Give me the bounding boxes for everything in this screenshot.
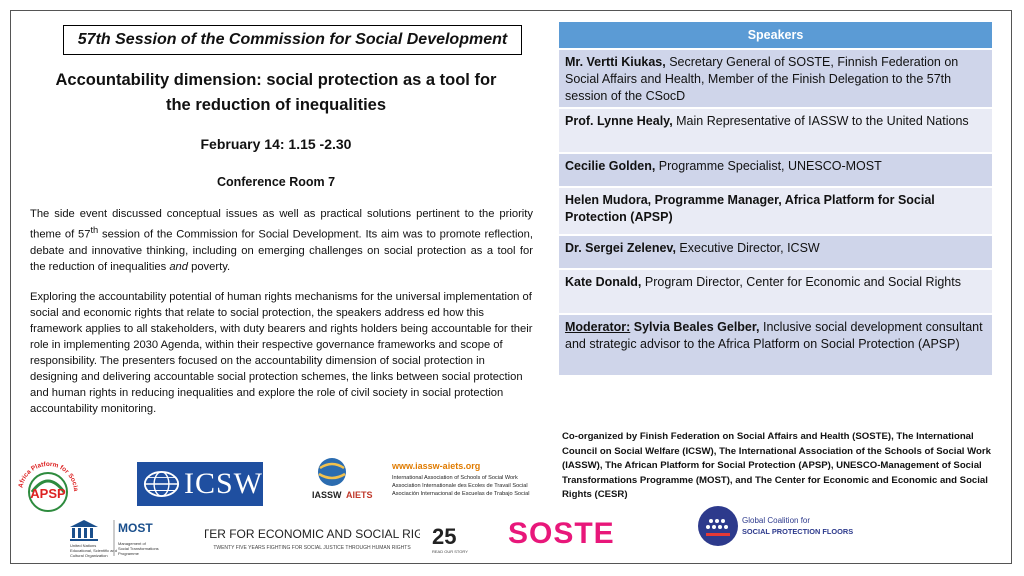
iassw-logo <box>310 456 550 502</box>
p1-text-a: The side event discussed conceptual issues as well as practical solutions pertinent to the priority theme of 57 <box>30 208 533 241</box>
description-paragraph-2: Exploring the accountability potential of human rights mechanisms for the universal implementation of social and economic rights that relate to social protection, the speakers address ed how this framework applies to all stakeholders, with duty bearers and rights holders being accountable for their role in implementing 2030 Agenda, within their respective governance frameworks and scope of responsibility. The presenters focused on the accountability dimension of social protection in designing and delivering accountable social protection schemes, the links between social protection and human rights in reducing inequalities and explore the role of civil society in social protection accountability monitoring. <box>30 291 533 415</box>
unesco-most-logo <box>70 518 180 558</box>
speaker-name: Dr. Sergei Zelenev, <box>565 241 676 255</box>
event-room: Conference Room 7 <box>216 175 336 189</box>
p1-emphasis: and <box>169 260 188 273</box>
speaker-name: Kate Donald, <box>565 275 642 289</box>
iassw-line1: International Association of Schools of Social Work <box>392 475 518 481</box>
icsw-logo <box>137 462 263 506</box>
event-title-line2: the reduction of inequalities <box>165 96 387 114</box>
moderator-label: Moderator: <box>565 320 631 334</box>
speaker-row <box>559 268 992 313</box>
session-title: 57th Session of the Commission for Social Development <box>77 31 508 48</box>
soste-logo-text: SOSTE <box>508 517 615 550</box>
speaker-name: Prof. Lynne Healy, <box>565 114 673 128</box>
p1-text-c: poverty. <box>188 260 231 273</box>
speaker-name: Mr. Vertti Kiukas, <box>565 55 666 69</box>
iassw-url: www.iassw-aiets.org <box>392 461 481 471</box>
speaker-role: Programme Specialist, UNESCO-MOST <box>655 159 882 173</box>
p1-superscript: th <box>90 225 99 235</box>
speaker-role: Main Representative of IASSW to the United Nations <box>672 114 969 128</box>
unesco-line1: United Nations <box>70 543 97 548</box>
iassw-line2: Association Internationale des Ecoles de Travail Social <box>392 483 528 489</box>
globe-icon <box>143 468 180 500</box>
event-date: February 14: 1.15 -2.30 <box>200 136 352 152</box>
speaker-role: Executive Director, ICSW <box>675 241 820 255</box>
gcspf-line1: Global Coalition for <box>742 516 811 525</box>
aiets-text: AIETS <box>346 490 373 500</box>
iassw-line3: Asociación Internacional de Escuelas de Trabajo Social <box>392 491 530 497</box>
speaker-row <box>559 48 992 107</box>
moderator-name: Sylvia Beales Gelber, <box>630 320 760 334</box>
most-line2: Social Transformations <box>118 546 159 551</box>
unesco-line3: Cultural Organization <box>70 553 108 558</box>
moderator-role: Inclusive social development consultant and strategic advisor to the Africa Platform on Social Protection (APSP) <box>565 320 983 351</box>
speaker-name: Helen Mudora, Programme Manager, Africa Platform for Social Protection (APSP) <box>565 193 935 224</box>
speaker-row <box>559 152 992 186</box>
most-line1: Management of <box>118 541 146 546</box>
cesr-logo <box>205 524 420 554</box>
event-title-line1: Accountability dimension: social protection as a tool for <box>55 71 497 89</box>
cesr-25-badge <box>428 520 474 556</box>
speaker-role: Secretary General of SOSTE, Finnish Federation on Social Affairs and Health, Member of the Finish Delegation to the 57th session of the CSocD <box>565 55 959 103</box>
speakers-heading: Speakers <box>559 22 992 48</box>
most-text: MOST <box>118 521 153 535</box>
apsp-ring-text: Africa Platform for Socia <box>17 460 80 492</box>
most-line3: Programme <box>118 551 139 556</box>
gcspf-logo <box>694 503 856 549</box>
unesco-line2: Educational, Scientific and <box>70 548 117 553</box>
speaker-row <box>559 186 992 234</box>
cesr-25-number: 25 <box>432 524 457 549</box>
icsw-logo-text: ICSW <box>184 467 263 500</box>
moderator-row <box>559 313 992 375</box>
soste-logo <box>508 517 620 557</box>
description-paragraph-1 <box>30 206 533 275</box>
speaker-role: Program Director, Center for Economic and Social Rights <box>641 275 961 289</box>
p1-text-b: session of the Commission for Social Development. Its aim was to promote reflection, debate and innovative thinking, including on emerging challenges on social protection as a tool for the reduction of inequalities <box>30 228 533 273</box>
cesr-tagline: TWENTY FIVE YEARS FIGHTING FOR SOCIAL JUSTICE THROUGH HUMAN RIGHTS <box>213 545 411 551</box>
iassw-name-text: IASSW <box>312 490 342 500</box>
speaker-name: Cecilie Golden, <box>565 159 656 173</box>
co-organizers-text: Co-organized by Finish Federation on Social Affairs and Health (SOSTE), The International Council on Social Welfare (ICSW), The International Association of the Schools of Social Work (IASSW), The African Platform for Social Protection (APSP), UNESCO-Management of Social Transformations Programme (MOST), and The Center for Economic and Economic and Social Rights (CESR) <box>562 431 991 500</box>
speaker-row <box>559 234 992 268</box>
cesr-25-sub: READ OUR STORY <box>432 549 468 554</box>
session-title-box <box>63 25 522 55</box>
speaker-row <box>559 107 992 152</box>
apsp-logo-text: APSP <box>30 486 66 501</box>
speakers-table <box>559 22 992 375</box>
unesco-temple-icon <box>70 520 98 541</box>
cesr-logo-text: TER FOR ECONOMIC AND SOCIAL RIG <box>205 527 420 541</box>
gcspf-line2: SOCIAL PROTECTION FLOORS <box>742 527 854 536</box>
apsp-logo <box>14 456 82 508</box>
event-title <box>20 68 532 118</box>
